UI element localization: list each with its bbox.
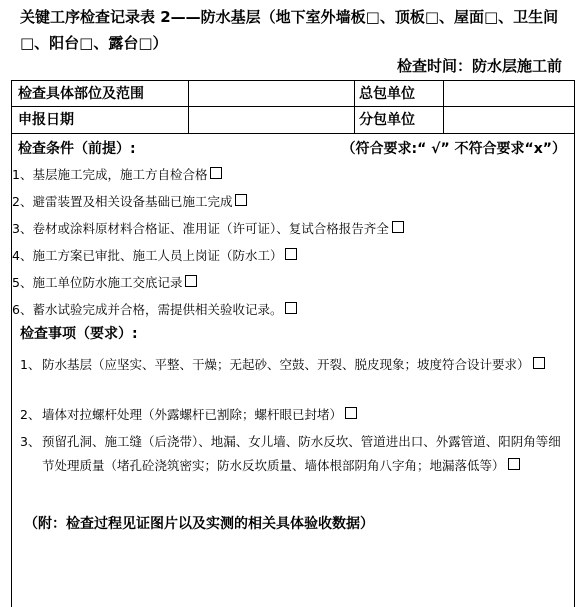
condition-text: 施工单位防水施工交底记录 (32, 275, 183, 290)
condition-text: 基层施工完成，施工方自检合格 (32, 167, 208, 182)
subcontractor-label: 分包单位 (359, 112, 415, 128)
condition-text: 蓄水试验完成并合格，需提供相关验收记录。 (32, 302, 283, 317)
col-divider (188, 81, 189, 133)
report-date-label: 申报日期 (18, 112, 74, 128)
requirement-number: 3、 (20, 434, 41, 449)
checkbox-icon[interactable] (185, 275, 197, 287)
condition-number: 3、 (12, 221, 33, 236)
condition-text: 避雷装置及相关设备基础已施工完成 (32, 194, 233, 209)
form-title: 关键工序检查记录表 2——防水基层（地下室外墙板□、顶板□、屋面□、卫生间□、阳台□、露台□） (20, 8, 559, 52)
checkbox-icon[interactable] (345, 407, 357, 419)
requirement-number: 1、 (20, 357, 41, 372)
checkbox-icon[interactable] (235, 194, 247, 206)
conditions-heading: 检查条件（前提）: (18, 141, 136, 157)
condition-item (12, 192, 247, 212)
appendix-note: （附：检查过程见证图片以及实测的相关具体验收数据） (24, 516, 374, 532)
inspection-form-table (11, 80, 575, 607)
requirement-item (20, 403, 570, 427)
inspection-time: 检查时间：防水层施工前 (396, 57, 562, 75)
condition-number: 2、 (12, 194, 33, 209)
condition-item (12, 219, 404, 239)
requirement-text: 预留孔洞、施工缝（后浇带）、地漏、女儿墙、防水反坎、管道进出口、外露管道、阳阴角等细节处理质量（堵孔砼浇筑密实；防水反坎质量、墙体根部阴角八字角；地漏落低等） (42, 434, 561, 473)
condition-item (12, 246, 297, 266)
requirements-heading: 检查事项（要求）: (20, 326, 138, 342)
condition-item (12, 273, 197, 293)
checkbox-icon[interactable] (210, 167, 222, 179)
condition-number: 5、 (12, 275, 33, 290)
checkbox-icon[interactable] (508, 458, 520, 470)
condition-text: 施工方案已审批、施工人员上岗证（防水工） (32, 248, 283, 263)
col-divider (354, 81, 355, 133)
requirement-item (20, 430, 570, 502)
checkbox-icon[interactable] (285, 302, 297, 314)
requirement-item (20, 353, 570, 401)
scope-label: 检查具体部位及范围 (18, 86, 144, 102)
checkbox-icon[interactable] (285, 248, 297, 260)
row-divider (12, 133, 574, 134)
general-contractor-label: 总包单位 (359, 86, 415, 102)
conditions-legend: （符合要求:“ √” 不符合要求“x”） (341, 141, 566, 157)
condition-number: 4、 (12, 248, 33, 263)
row-divider (12, 106, 574, 107)
condition-item (12, 165, 222, 185)
condition-text: 卷材或涂料原材料合格证、准用证（许可证）、复试合格报告齐全 (32, 221, 389, 236)
condition-number: 1、 (12, 167, 33, 182)
requirement-number: 2、 (20, 407, 41, 422)
condition-number: 6、 (12, 302, 33, 317)
checkbox-icon[interactable] (533, 357, 545, 369)
requirement-text: 墙体对拉螺杆处理（外露螺杆已割除；螺杆眼已封堵） (42, 407, 343, 422)
checkbox-icon[interactable] (392, 221, 404, 233)
condition-item (12, 300, 297, 320)
col-divider (443, 81, 444, 133)
requirement-text: 防水基层（应坚实、平整、干燥；无起砂、空鼓、开裂、脱皮现象；坡度符合设计要求） (42, 357, 530, 372)
